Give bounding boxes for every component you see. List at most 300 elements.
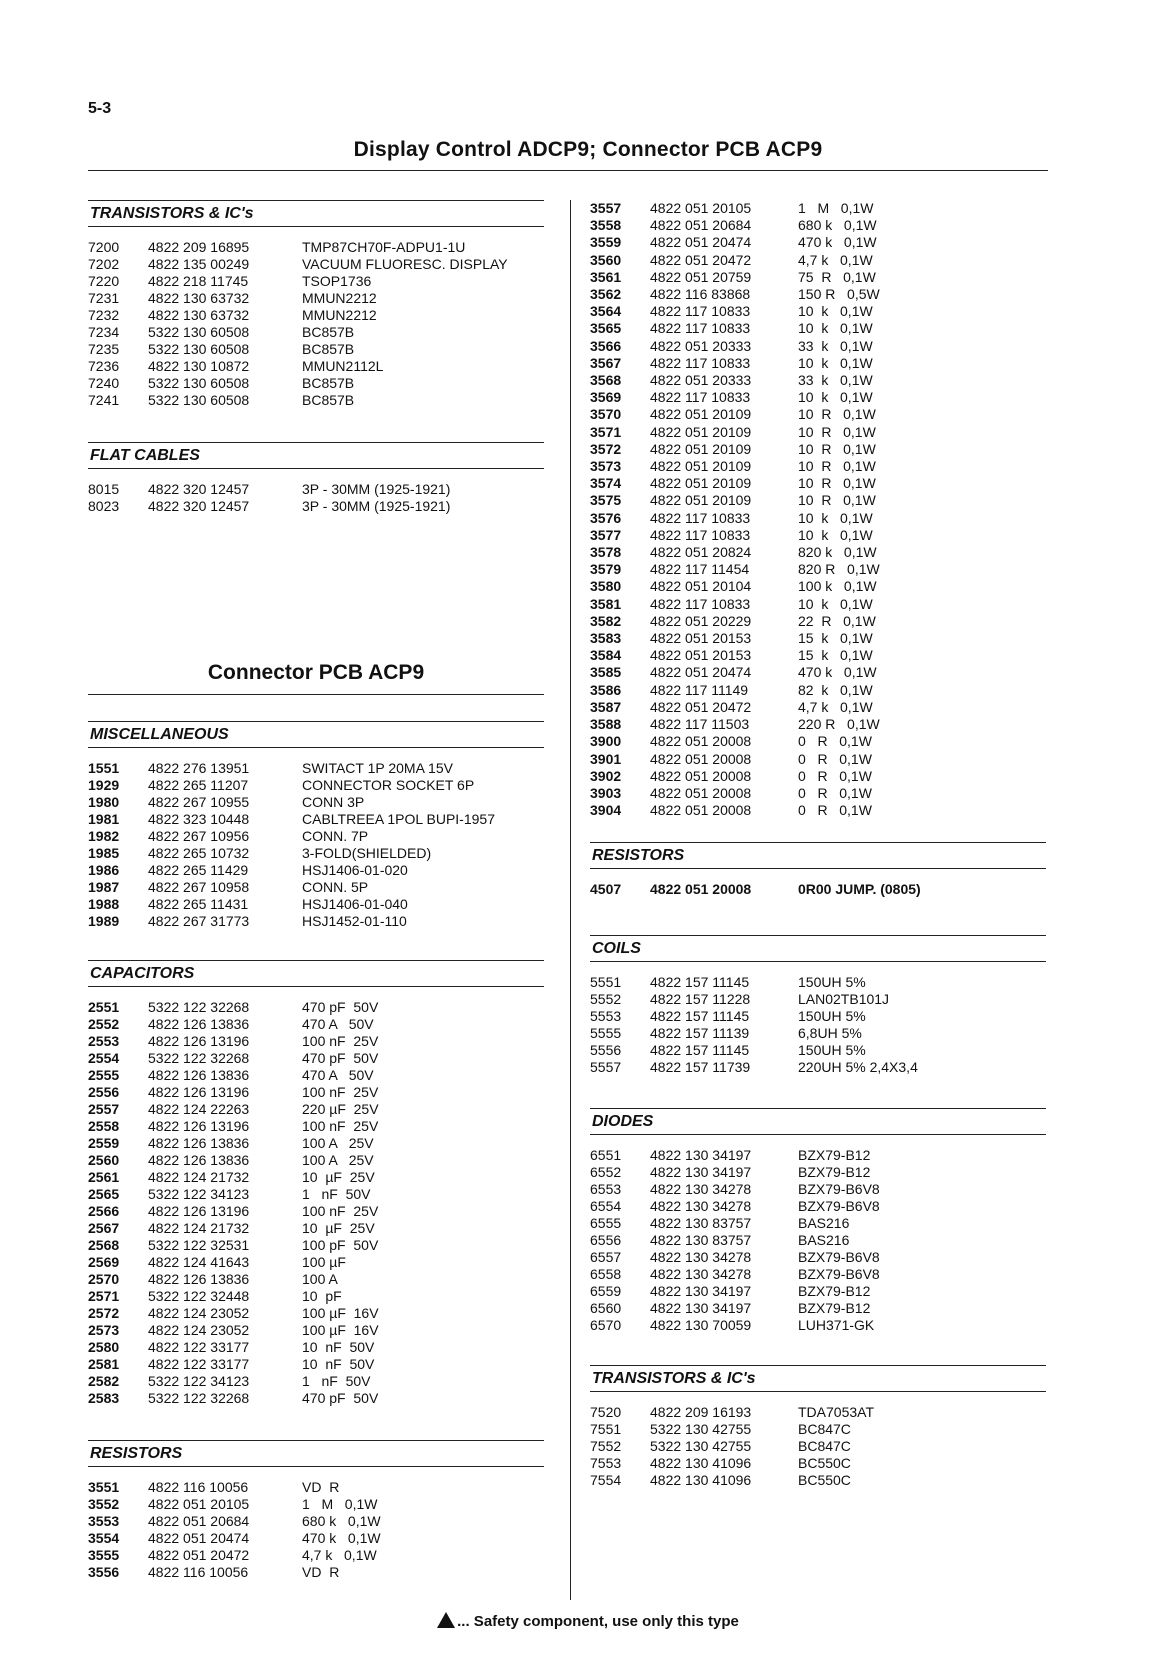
part-row bbox=[590, 1232, 1046, 1249]
part-description: 100 k 0,1W bbox=[798, 578, 877, 595]
part-description: BZX79-B6V8 bbox=[798, 1266, 880, 1282]
part-position: 5557 bbox=[590, 1059, 622, 1075]
part-description: 220 µF 25V bbox=[302, 1101, 379, 1117]
part-description: 4,7 k 0,1W bbox=[798, 251, 873, 268]
part-description: 150UH 5% bbox=[798, 974, 866, 990]
parts-list bbox=[590, 974, 1046, 1076]
part-description: 10 µF 25V bbox=[302, 1220, 375, 1236]
part-position: 2554 bbox=[88, 1050, 120, 1066]
part-row bbox=[88, 1169, 544, 1186]
part-position: 1980 bbox=[88, 794, 120, 810]
part-row bbox=[590, 1404, 1046, 1421]
part-code: 4822 126 13196 bbox=[148, 1033, 250, 1049]
part-description: 10 k 0,1W bbox=[798, 354, 873, 371]
part-row bbox=[88, 1390, 544, 1407]
part-position: 3588 bbox=[590, 716, 622, 733]
part-position: 1988 bbox=[88, 896, 120, 912]
part-position: 2567 bbox=[88, 1220, 120, 1236]
part-description: 0 R 0,1W bbox=[798, 784, 872, 801]
part-row bbox=[88, 1101, 544, 1118]
part-code: 4822 126 13836 bbox=[148, 1016, 250, 1032]
part-code: 4822 051 20109 bbox=[650, 458, 752, 475]
part-position: 3576 bbox=[590, 509, 622, 526]
part-position: 7240 bbox=[88, 375, 120, 391]
part-description: 0 R 0,1W bbox=[798, 802, 872, 819]
part-description: 1 nF 50V bbox=[302, 1186, 371, 1202]
part-description: 100 µF bbox=[302, 1254, 346, 1270]
part-position: 3585 bbox=[590, 664, 622, 681]
parts-list bbox=[88, 1479, 544, 1581]
subsection-title: Connector PCB ACP9 bbox=[207, 661, 425, 684]
part-description: 1 nF 50V bbox=[302, 1373, 371, 1389]
part-description: HSJ1406-01-040 bbox=[302, 896, 408, 912]
part-row bbox=[88, 1152, 544, 1169]
part-code: 5322 122 32531 bbox=[148, 1237, 250, 1253]
part-description: 10 pF bbox=[302, 1288, 342, 1304]
part-code: 4822 051 20333 bbox=[650, 337, 752, 354]
right-transistors-section bbox=[590, 1365, 1046, 1489]
part-code: 4822 051 20008 bbox=[650, 881, 752, 897]
part-position: 6553 bbox=[590, 1181, 622, 1197]
part-code: 4822 130 83757 bbox=[650, 1232, 752, 1248]
part-position: 3566 bbox=[590, 337, 622, 354]
part-position: 2572 bbox=[88, 1305, 120, 1321]
part-position: 3558 bbox=[590, 217, 622, 234]
part-description: BC857B bbox=[302, 375, 355, 391]
part-code: 4822 117 10833 bbox=[650, 526, 751, 543]
part-row bbox=[590, 338, 1046, 355]
part-code: 4822 116 10056 bbox=[148, 1479, 249, 1495]
part-code: 4822 117 11503 bbox=[650, 716, 750, 733]
part-row bbox=[590, 974, 1046, 991]
section-heading: TRANSISTORS & IC's bbox=[590, 1365, 1046, 1392]
part-row bbox=[590, 1421, 1046, 1438]
part-code: 5322 130 60508 bbox=[148, 375, 250, 391]
part-code: 4822 051 20474 bbox=[148, 1530, 250, 1546]
part-code: 4822 051 20104 bbox=[650, 578, 752, 595]
part-description: 820 k 0,1W bbox=[798, 544, 877, 561]
part-code: 4822 051 20008 bbox=[650, 784, 752, 801]
part-position: 3564 bbox=[590, 303, 622, 320]
part-description: LUH371-GK bbox=[798, 1317, 875, 1333]
part-description: 470 pF 50V bbox=[302, 1390, 379, 1406]
part-row bbox=[88, 1254, 544, 1271]
part-row bbox=[590, 1300, 1046, 1317]
part-position: 3557 bbox=[590, 200, 622, 216]
part-position: 3573 bbox=[590, 458, 622, 475]
part-row bbox=[88, 1356, 544, 1373]
part-description: 220UH 5% 2,4X3,4 bbox=[798, 1059, 918, 1075]
part-description: 100 nF 25V bbox=[302, 1203, 379, 1219]
part-code: 4822 124 41643 bbox=[148, 1254, 250, 1270]
part-position: 3904 bbox=[590, 802, 622, 819]
left-capacitors-section bbox=[88, 960, 544, 1407]
part-position: 3567 bbox=[590, 354, 622, 371]
part-code: 4822 126 13836 bbox=[148, 1152, 250, 1168]
part-position: 3559 bbox=[590, 234, 622, 251]
part-row bbox=[590, 424, 1046, 441]
parts-list bbox=[590, 881, 1046, 898]
part-code: 4822 267 31773 bbox=[148, 913, 250, 929]
part-position: 1987 bbox=[88, 879, 120, 895]
part-description: 10 nF 50V bbox=[302, 1356, 375, 1372]
part-code: 4822 051 20824 bbox=[650, 544, 752, 561]
part-code: 4822 051 20759 bbox=[650, 268, 752, 285]
part-description: MMUN2112L bbox=[302, 358, 384, 374]
part-position: 1981 bbox=[88, 811, 120, 827]
part-code: 4822 051 20109 bbox=[650, 492, 752, 509]
part-row bbox=[88, 1084, 544, 1101]
part-description: 680 k 0,1W bbox=[302, 1513, 381, 1529]
part-description: 10 k 0,1W bbox=[798, 389, 873, 406]
part-position: 6559 bbox=[590, 1283, 622, 1299]
part-code: 5322 122 34123 bbox=[148, 1373, 250, 1389]
part-position: 2555 bbox=[88, 1067, 120, 1083]
part-code: 4822 126 13836 bbox=[148, 1067, 250, 1083]
part-description: TSOP1736 bbox=[302, 273, 372, 289]
part-description: 470 pF 50V bbox=[302, 999, 379, 1015]
part-code: 4822 124 23052 bbox=[148, 1305, 250, 1321]
part-position: 3554 bbox=[88, 1530, 120, 1546]
part-code: 4822 323 10448 bbox=[148, 811, 250, 827]
part-position: 2553 bbox=[88, 1033, 120, 1049]
part-description: 33 k 0,1W bbox=[798, 337, 873, 354]
part-row bbox=[88, 1067, 544, 1084]
part-description: 10 k 0,1W bbox=[798, 320, 873, 337]
part-code: 4822 051 20474 bbox=[650, 664, 752, 681]
part-description: 10 R 0,1W bbox=[798, 492, 876, 509]
part-code: 4822 130 34278 bbox=[650, 1266, 752, 1282]
parts-list bbox=[590, 1404, 1046, 1489]
part-position: 3571 bbox=[590, 423, 622, 440]
part-code: 4822 051 20684 bbox=[650, 217, 752, 234]
part-code: 4822 265 11429 bbox=[148, 862, 249, 878]
part-row bbox=[88, 1479, 544, 1496]
part-position: 1982 bbox=[88, 828, 120, 844]
parts-list bbox=[88, 760, 544, 930]
safety-note-text: ... Safety component, use only this type bbox=[457, 1613, 739, 1630]
part-description: BC857B bbox=[302, 324, 355, 340]
part-row bbox=[590, 475, 1046, 492]
part-position: 2571 bbox=[88, 1288, 120, 1304]
part-row bbox=[88, 862, 544, 879]
part-position: 6555 bbox=[590, 1215, 622, 1231]
part-code: 4822 051 20008 bbox=[650, 733, 752, 750]
part-code: 4822 051 20105 bbox=[148, 1496, 250, 1512]
part-position: 7520 bbox=[590, 1404, 622, 1420]
part-description: 10 R 0,1W bbox=[798, 423, 876, 440]
part-description: 100 µF 16V bbox=[302, 1305, 379, 1321]
part-row bbox=[88, 794, 544, 811]
part-position: 2551 bbox=[88, 999, 120, 1015]
part-position: 2583 bbox=[88, 1390, 120, 1406]
part-description: HSJ1452-01-110 bbox=[302, 913, 407, 929]
part-row bbox=[590, 1042, 1046, 1059]
part-row bbox=[590, 1215, 1046, 1232]
part-code: 4822 117 10833 bbox=[650, 595, 751, 612]
part-row bbox=[88, 1339, 544, 1356]
part-description: 470 A 50V bbox=[302, 1067, 374, 1083]
part-position: 1551 bbox=[88, 760, 120, 776]
part-description: 470 A 50V bbox=[302, 1016, 374, 1032]
part-code: 4822 117 10833 bbox=[650, 354, 751, 371]
part-position: 5552 bbox=[590, 991, 622, 1007]
column-divider bbox=[570, 200, 571, 1600]
part-row bbox=[88, 1220, 544, 1237]
part-description: 3P - 30MM (1925-1921) bbox=[302, 481, 451, 497]
right-coils-section bbox=[590, 935, 1046, 1076]
part-row bbox=[590, 716, 1046, 733]
part-code: 4822 117 10833 bbox=[650, 320, 751, 337]
part-row bbox=[590, 699, 1046, 716]
part-description: BZX79-B6V8 bbox=[798, 1181, 880, 1197]
part-description: 15 k 0,1W bbox=[798, 647, 873, 664]
part-row bbox=[590, 1198, 1046, 1215]
part-code: 4822 130 63732 bbox=[148, 290, 250, 306]
part-description: BZX79-B12 bbox=[798, 1147, 871, 1163]
part-code: 4822 157 11145 bbox=[650, 974, 750, 990]
part-description: TDA7053AT bbox=[798, 1404, 874, 1420]
part-position: 7552 bbox=[590, 1438, 622, 1454]
part-row bbox=[88, 392, 544, 409]
parts-list bbox=[88, 481, 544, 515]
section-heading: DIODES bbox=[590, 1108, 1046, 1135]
part-code: 4822 051 20109 bbox=[650, 475, 752, 492]
part-row bbox=[590, 613, 1046, 630]
part-position: 6557 bbox=[590, 1249, 622, 1265]
part-position: 3553 bbox=[88, 1513, 120, 1529]
part-row bbox=[590, 768, 1046, 785]
part-row bbox=[590, 881, 1046, 898]
part-code: 5322 122 32268 bbox=[148, 1050, 250, 1066]
part-row bbox=[590, 200, 1046, 217]
part-position: 1929 bbox=[88, 777, 120, 793]
part-position: 2558 bbox=[88, 1118, 120, 1134]
section-heading: RESISTORS bbox=[88, 1440, 544, 1467]
part-position: 1986 bbox=[88, 862, 120, 878]
part-position: 3560 bbox=[590, 251, 622, 268]
part-description: SWITACT 1P 20MA 15V bbox=[302, 760, 453, 776]
part-row bbox=[88, 1186, 544, 1203]
right-resistors-section bbox=[590, 842, 1046, 898]
part-position: 3568 bbox=[590, 372, 622, 389]
part-position: 3552 bbox=[88, 1496, 120, 1512]
left-flat-cables-section bbox=[88, 442, 544, 515]
part-code: 4822 122 33177 bbox=[148, 1356, 250, 1372]
part-position: 2559 bbox=[88, 1135, 120, 1151]
part-position: 7554 bbox=[590, 1472, 622, 1488]
part-description: 470 k 0,1W bbox=[302, 1530, 381, 1546]
part-position: 3578 bbox=[590, 544, 622, 561]
part-position: 2569 bbox=[88, 1254, 120, 1270]
part-position: 6570 bbox=[590, 1317, 622, 1333]
part-description: TMP87CH70F-ADPU1-1U bbox=[302, 239, 466, 255]
part-code: 4822 051 20472 bbox=[148, 1547, 250, 1563]
part-code: 4822 051 20474 bbox=[650, 234, 752, 251]
part-code: 5322 130 60508 bbox=[148, 341, 250, 357]
part-description: VD R bbox=[302, 1564, 340, 1580]
part-position: 3586 bbox=[590, 681, 622, 698]
part-code: 4822 116 83868 bbox=[650, 286, 751, 303]
part-code: 4822 051 20333 bbox=[650, 372, 752, 389]
part-row bbox=[88, 1033, 544, 1050]
part-row bbox=[88, 481, 544, 498]
left-resistors-section bbox=[88, 1440, 544, 1581]
part-code: 5322 130 60508 bbox=[148, 324, 250, 340]
part-position: 3582 bbox=[590, 612, 622, 629]
part-row bbox=[590, 1147, 1046, 1164]
part-description: 10 k 0,1W bbox=[798, 526, 873, 543]
part-row bbox=[88, 1050, 544, 1067]
part-code: 4822 117 10833 bbox=[650, 303, 751, 320]
part-code: 5322 130 60508 bbox=[148, 392, 250, 408]
part-position: 6552 bbox=[590, 1164, 622, 1180]
part-code: 5322 122 32448 bbox=[148, 1288, 250, 1304]
part-position: 2561 bbox=[88, 1169, 120, 1185]
part-row bbox=[88, 1203, 544, 1220]
part-position: 3901 bbox=[590, 750, 622, 767]
part-position: 4507 bbox=[590, 881, 622, 897]
part-position: 1985 bbox=[88, 845, 120, 861]
part-description: 10 k 0,1W bbox=[798, 509, 873, 526]
part-code: 4822 124 21732 bbox=[148, 1220, 250, 1236]
part-row bbox=[590, 458, 1046, 475]
part-row bbox=[590, 1438, 1046, 1455]
part-description: BZX79-B6V8 bbox=[798, 1198, 880, 1214]
part-row bbox=[88, 1496, 544, 1513]
part-code: 4822 124 23052 bbox=[148, 1322, 250, 1338]
part-description: BC847C bbox=[798, 1438, 851, 1454]
part-description: BZX79-B6V8 bbox=[798, 1249, 880, 1265]
part-row bbox=[590, 269, 1046, 286]
right-diodes-section bbox=[590, 1108, 1046, 1334]
part-code: 4822 135 00249 bbox=[148, 256, 250, 272]
part-row bbox=[88, 1135, 544, 1152]
part-row bbox=[88, 273, 544, 290]
part-description: 100 nF 25V bbox=[302, 1084, 379, 1100]
part-row bbox=[88, 879, 544, 896]
part-description: 4,7 k 0,1W bbox=[302, 1547, 377, 1563]
part-code: 4822 126 13196 bbox=[148, 1084, 250, 1100]
part-position: 5555 bbox=[590, 1025, 622, 1041]
part-row bbox=[590, 561, 1046, 578]
part-code: 4822 130 34278 bbox=[650, 1198, 752, 1214]
part-description: 0 R 0,1W bbox=[798, 767, 872, 784]
part-code: 4822 130 63732 bbox=[148, 307, 250, 323]
part-code: 4822 130 34278 bbox=[650, 1249, 752, 1265]
part-description: 4,7 k 0,1W bbox=[798, 698, 873, 715]
part-description: 100 A 25V bbox=[302, 1135, 374, 1151]
part-position: 7231 bbox=[88, 290, 120, 306]
section-heading: CAPACITORS bbox=[88, 960, 544, 987]
part-code: 4822 051 20008 bbox=[650, 767, 752, 784]
part-code: 4822 051 20153 bbox=[650, 630, 752, 647]
part-row bbox=[88, 1513, 544, 1530]
part-row bbox=[590, 355, 1046, 372]
part-description: 1 M 0,1W bbox=[302, 1496, 378, 1512]
part-description: 820 R 0,1W bbox=[798, 561, 880, 578]
part-position: 3580 bbox=[590, 578, 622, 595]
part-position: 7241 bbox=[88, 392, 120, 408]
part-row bbox=[590, 389, 1046, 406]
part-code: 4822 130 70059 bbox=[650, 1317, 752, 1333]
part-code: 4822 218 11745 bbox=[148, 273, 249, 289]
part-code: 4822 122 33177 bbox=[148, 1339, 250, 1355]
part-row bbox=[590, 578, 1046, 595]
part-description: 1 M 0,1W bbox=[798, 200, 874, 216]
part-position: 3569 bbox=[590, 389, 622, 406]
part-code: 4822 265 10732 bbox=[148, 845, 250, 861]
part-row bbox=[590, 252, 1046, 269]
part-description: 82 k 0,1W bbox=[798, 681, 873, 698]
part-code: 4822 130 83757 bbox=[650, 1215, 752, 1231]
part-description: 0 R 0,1W bbox=[798, 733, 872, 750]
part-row bbox=[590, 441, 1046, 458]
part-position: 2581 bbox=[88, 1356, 120, 1372]
section-heading: MISCELLANEOUS bbox=[88, 721, 544, 748]
part-row bbox=[88, 324, 544, 341]
part-code: 4822 051 20109 bbox=[650, 440, 752, 457]
part-row bbox=[88, 811, 544, 828]
part-position: 3584 bbox=[590, 647, 622, 664]
part-position: 2580 bbox=[88, 1339, 120, 1355]
part-row bbox=[88, 1322, 544, 1339]
part-row bbox=[590, 802, 1046, 819]
parts-list bbox=[88, 239, 544, 409]
part-code: 4822 157 11145 bbox=[650, 1008, 750, 1024]
part-row bbox=[88, 239, 544, 256]
part-position: 3903 bbox=[590, 784, 622, 801]
part-description: BZX79-B12 bbox=[798, 1164, 871, 1180]
part-description: 100 pF 50V bbox=[302, 1237, 379, 1253]
part-row bbox=[590, 527, 1046, 544]
part-position: 2552 bbox=[88, 1016, 120, 1032]
part-description: BZX79-B12 bbox=[798, 1283, 871, 1299]
part-row bbox=[88, 1530, 544, 1547]
section-heading: COILS bbox=[590, 935, 1046, 962]
part-row bbox=[88, 760, 544, 777]
part-code: 4822 320 12457 bbox=[148, 481, 250, 497]
warning-triangle-icon bbox=[437, 1612, 455, 1628]
part-description: CONNECTOR SOCKET 6P bbox=[302, 777, 475, 793]
part-code: 4822 126 13196 bbox=[148, 1203, 250, 1219]
part-description: 10 nF 50V bbox=[302, 1339, 375, 1355]
part-position: 3562 bbox=[590, 286, 622, 303]
part-code: 4822 126 13196 bbox=[148, 1118, 250, 1134]
part-position: 7553 bbox=[590, 1455, 622, 1471]
part-code: 4822 116 10056 bbox=[148, 1564, 249, 1580]
part-description: BAS216 bbox=[798, 1215, 850, 1231]
part-code: 4822 051 20008 bbox=[650, 802, 752, 819]
part-description: 150UH 5% bbox=[798, 1042, 866, 1058]
part-position: 7236 bbox=[88, 358, 120, 374]
part-description: 470 k 0,1W bbox=[798, 234, 877, 251]
part-description: 3P - 30MM (1925-1921) bbox=[302, 498, 451, 514]
part-position: 2556 bbox=[88, 1084, 120, 1100]
part-position: 8015 bbox=[88, 481, 120, 497]
part-position: 2570 bbox=[88, 1271, 120, 1287]
part-position: 3583 bbox=[590, 630, 622, 647]
part-description: 100 A 25V bbox=[302, 1152, 374, 1168]
part-position: 5556 bbox=[590, 1042, 622, 1058]
part-description: BC857B bbox=[302, 392, 355, 408]
part-row bbox=[590, 217, 1046, 234]
part-code: 4822 126 13836 bbox=[148, 1135, 250, 1151]
part-row bbox=[590, 1266, 1046, 1283]
part-code: 4822 130 34197 bbox=[650, 1283, 752, 1299]
part-position: 3900 bbox=[590, 733, 622, 750]
part-row bbox=[590, 1283, 1046, 1300]
